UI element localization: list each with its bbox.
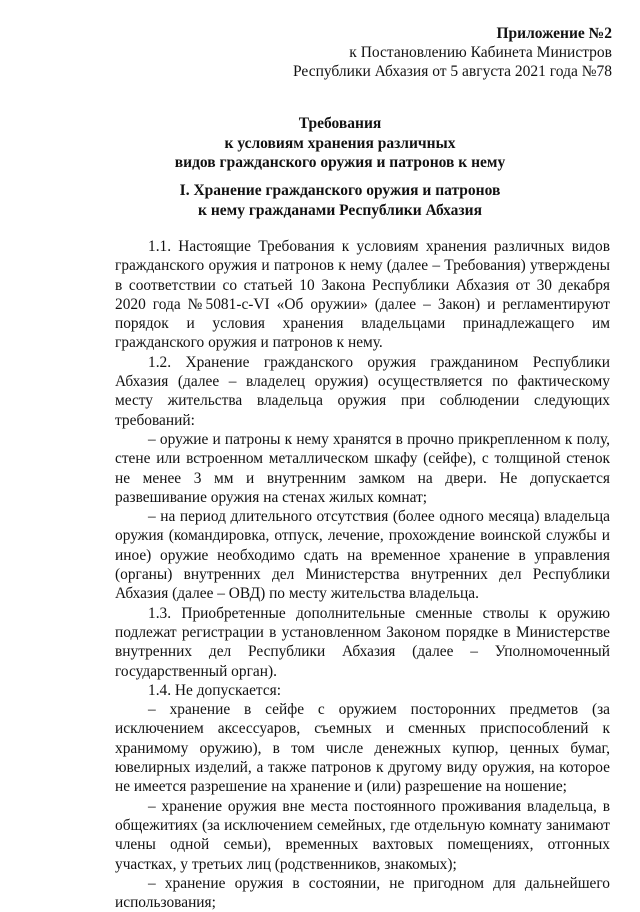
- section-heading: [70, 181, 610, 220]
- section-heading-line-1: I. Хранение гражданского оружия и патронов: [179, 182, 501, 199]
- paragraph-1-4: 1.4. Не допускается:: [148, 681, 282, 699]
- appendix-ref-line-2: Республики Абхазия от 5 августа 2021 года №78: [293, 63, 612, 80]
- list-item: – хранение в сейфе с оружием посторонних предметов (за исключением аксессуаров, съемных и сменных приспособлений к хранимому оружию), в том числе денежных купюр, ценных бумаг, ювелирных изделий, а также патронов к другому виду оружия, на которое не имеется разрешение на хранение и (или) разрешение на ношение;: [115, 701, 610, 796]
- appendix-ref-line-1: к Постановлению Кабинета Министров: [349, 44, 612, 61]
- document-title: [70, 114, 610, 173]
- title-line-2: к условиям хранения различных: [224, 134, 456, 152]
- appendix-number: Приложение №2: [496, 25, 612, 42]
- paragraph-1-2: 1.2. Хранение гражданского оружия гражданином Республики Абхазия (далее – владелец оружия) осуществляется по фактическому месту жительства владельца оружия при соблюдении следующих требований:: [115, 353, 610, 429]
- list-item: – хранение оружия вне места постоянного проживания владельца, в общежитиях (за исключением семейных, где отдельную комнату занимают члены одной семьи), временных вахтовых помещениях, отгонных участках, у третьих лиц (родственников, знакомых);: [115, 797, 610, 873]
- paragraph-1-3: 1.3. Приобретенные дополнительные сменные стволы к оружию подлежат регистрации в установленном Законом порядке в Министерстве внутренних дел Республики Абхазия (далее – Уполномоченный государственный орган).: [115, 604, 610, 680]
- list-item: – оружие и патроны к нему хранятся в прочно прикрепленном к полу, стене или встроенном металлическом шкафу (сейфе), с толщиной стенок не менее 3 мм и внутренним замком на двери. Не допускается развешивание оружия на стенах жилых комнат;: [115, 430, 610, 506]
- appendix-header: [293, 24, 612, 81]
- title-line-1: Требования: [298, 115, 382, 132]
- document-body: [115, 237, 610, 912]
- list-item: – хранение оружия в состоянии, не пригодном для дальнейшего использования;: [115, 874, 610, 912]
- list-item: – на период длительного отсутствия (более одного месяца) владельца оружия (командировка, отпуск, лечение, прохождение воинской службы и иное) оружие необходимо сдать на временное хранение в управления (органы) внутренних дел Министерства внутренних дел Республики Абхазия (далее – ОВД) по месту жительства владельца.: [115, 508, 610, 603]
- title-line-3: видов гражданского оружия и патронов к нему: [174, 154, 506, 171]
- section-heading-line-2: к нему гражданами Республики Абхазия: [198, 201, 482, 219]
- paragraph-1-1: 1.1. Настоящие Требования к условиям хранения различных видов гражданского оружия и патронов к нему (далее – Требования) утверждены в соответствии со статьей 10 Закона Республики Абхазия от 30 декабря 2020 года №5081-с-VI «Об оружии» (далее – Закон) и регламентируют порядок и условия хранения владельцами принадлежащего им гражданского оружия и патронов к нему.: [115, 238, 610, 352]
